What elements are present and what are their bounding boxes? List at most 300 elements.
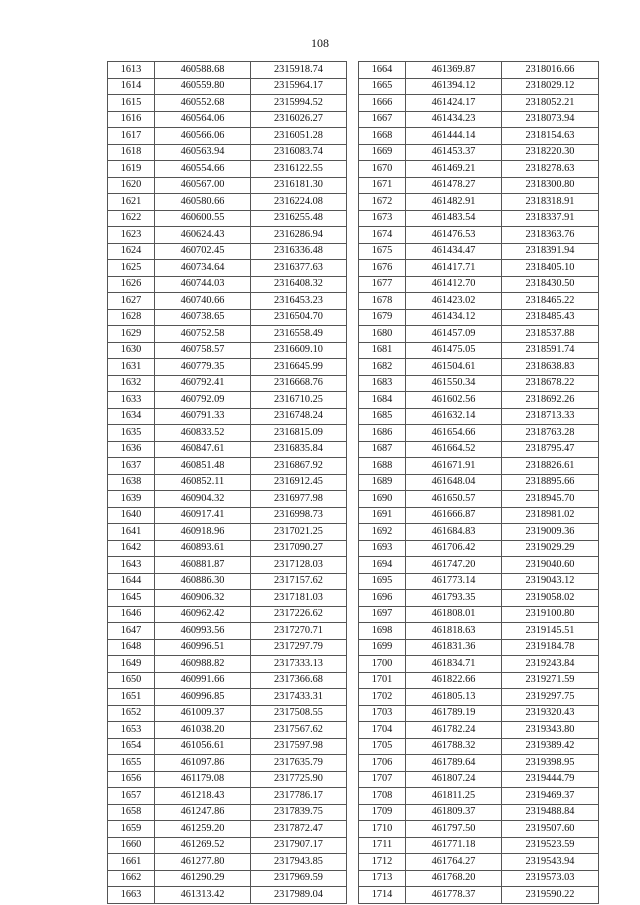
x-coordinate-cell: 461805.13 bbox=[406, 689, 502, 706]
y-coordinate-cell: 2316083.74 bbox=[251, 144, 347, 161]
table-row bbox=[359, 887, 599, 904]
x-coordinate-cell: 461476.53 bbox=[406, 227, 502, 244]
table-row bbox=[359, 227, 599, 244]
point-number-cell: 1636 bbox=[108, 441, 155, 458]
point-number-cell: 1643 bbox=[108, 557, 155, 574]
point-number-cell: 1652 bbox=[108, 705, 155, 722]
point-number-cell: 1689 bbox=[359, 474, 406, 491]
x-coordinate-cell: 461654.66 bbox=[406, 425, 502, 442]
point-number-cell: 1647 bbox=[108, 623, 155, 640]
x-coordinate-cell: 461666.87 bbox=[406, 507, 502, 524]
x-coordinate-cell: 460833.52 bbox=[155, 425, 251, 442]
point-number-cell: 1660 bbox=[108, 837, 155, 854]
point-number-cell: 1663 bbox=[108, 887, 155, 904]
y-coordinate-cell: 2319320.43 bbox=[502, 705, 599, 722]
y-coordinate-cell: 2318391.94 bbox=[502, 243, 599, 260]
point-number-cell: 1669 bbox=[359, 144, 406, 161]
y-coordinate-cell: 2317969.59 bbox=[251, 870, 347, 887]
x-coordinate-cell: 461009.37 bbox=[155, 705, 251, 722]
point-number-cell: 1688 bbox=[359, 458, 406, 475]
y-coordinate-cell: 2318591.74 bbox=[502, 342, 599, 359]
table-row bbox=[108, 128, 347, 145]
y-coordinate-cell: 2318537.88 bbox=[502, 326, 599, 343]
table-row bbox=[108, 557, 347, 574]
x-coordinate-cell: 461747.20 bbox=[406, 557, 502, 574]
x-coordinate-cell: 461706.42 bbox=[406, 540, 502, 557]
y-coordinate-cell: 2316224.08 bbox=[251, 194, 347, 211]
x-coordinate-cell: 461811.25 bbox=[406, 788, 502, 805]
table-row bbox=[359, 590, 599, 607]
table-row bbox=[108, 854, 347, 871]
point-number-cell: 1686 bbox=[359, 425, 406, 442]
y-coordinate-cell: 2318318.91 bbox=[502, 194, 599, 211]
point-number-cell: 1675 bbox=[359, 243, 406, 260]
x-coordinate-cell: 461423.02 bbox=[406, 293, 502, 310]
point-number-cell: 1621 bbox=[108, 194, 155, 211]
table-row bbox=[108, 821, 347, 838]
x-coordinate-cell: 460624.43 bbox=[155, 227, 251, 244]
x-coordinate-cell: 460702.45 bbox=[155, 243, 251, 260]
table-row bbox=[108, 62, 347, 79]
y-coordinate-cell: 2316377.63 bbox=[251, 260, 347, 277]
y-coordinate-cell: 2317433.31 bbox=[251, 689, 347, 706]
table-row bbox=[108, 474, 347, 491]
table-row bbox=[108, 689, 347, 706]
x-coordinate-cell: 461809.37 bbox=[406, 804, 502, 821]
point-number-cell: 1631 bbox=[108, 359, 155, 376]
point-number-cell: 1613 bbox=[108, 62, 155, 79]
y-coordinate-cell: 2318430.50 bbox=[502, 276, 599, 293]
y-coordinate-cell: 2318945.70 bbox=[502, 491, 599, 508]
table-row bbox=[108, 491, 347, 508]
table-row bbox=[359, 144, 599, 161]
x-coordinate-cell: 460779.35 bbox=[155, 359, 251, 376]
point-number-cell: 1672 bbox=[359, 194, 406, 211]
y-coordinate-cell: 2318692.26 bbox=[502, 392, 599, 409]
y-coordinate-cell: 2316122.55 bbox=[251, 161, 347, 178]
x-coordinate-cell: 461818.63 bbox=[406, 623, 502, 640]
y-coordinate-cell: 2317725.90 bbox=[251, 771, 347, 788]
table-row bbox=[359, 606, 599, 623]
point-number-cell: 1635 bbox=[108, 425, 155, 442]
y-coordinate-cell: 2316748.24 bbox=[251, 408, 347, 425]
table-row bbox=[359, 441, 599, 458]
table-row bbox=[108, 590, 347, 607]
point-number-cell: 1629 bbox=[108, 326, 155, 343]
point-number-cell: 1618 bbox=[108, 144, 155, 161]
y-coordinate-cell: 2319590.22 bbox=[502, 887, 599, 904]
table-row bbox=[108, 507, 347, 524]
point-number-cell: 1654 bbox=[108, 738, 155, 755]
point-number-cell: 1694 bbox=[359, 557, 406, 574]
table-row bbox=[359, 458, 599, 475]
point-number-cell: 1705 bbox=[359, 738, 406, 755]
y-coordinate-cell: 2317297.79 bbox=[251, 639, 347, 656]
x-coordinate-cell: 460881.87 bbox=[155, 557, 251, 574]
point-number-cell: 1614 bbox=[108, 78, 155, 95]
x-coordinate-cell: 460567.00 bbox=[155, 177, 251, 194]
y-coordinate-cell: 2317567.62 bbox=[251, 722, 347, 739]
table-row bbox=[359, 276, 599, 293]
y-coordinate-cell: 2318795.47 bbox=[502, 441, 599, 458]
point-number-cell: 1615 bbox=[108, 95, 155, 112]
point-number-cell: 1638 bbox=[108, 474, 155, 491]
point-number-cell: 1703 bbox=[359, 705, 406, 722]
point-number-cell: 1624 bbox=[108, 243, 155, 260]
table-row bbox=[108, 540, 347, 557]
table-row bbox=[359, 326, 599, 343]
point-number-cell: 1697 bbox=[359, 606, 406, 623]
y-coordinate-cell: 2317597.98 bbox=[251, 738, 347, 755]
y-coordinate-cell: 2317839.75 bbox=[251, 804, 347, 821]
table-row bbox=[359, 821, 599, 838]
table-row bbox=[359, 375, 599, 392]
table-row bbox=[359, 194, 599, 211]
x-coordinate-cell: 460554.66 bbox=[155, 161, 251, 178]
x-coordinate-cell: 461457.09 bbox=[406, 326, 502, 343]
y-coordinate-cell: 2319507.60 bbox=[502, 821, 599, 838]
y-coordinate-cell: 2316026.27 bbox=[251, 111, 347, 128]
table-row bbox=[359, 722, 599, 739]
point-number-cell: 1687 bbox=[359, 441, 406, 458]
y-coordinate-cell: 2317872.47 bbox=[251, 821, 347, 838]
point-number-cell: 1645 bbox=[108, 590, 155, 607]
y-coordinate-cell: 2316998.73 bbox=[251, 507, 347, 524]
table-row bbox=[359, 656, 599, 673]
y-coordinate-cell: 2318981.02 bbox=[502, 507, 599, 524]
table-row bbox=[108, 573, 347, 590]
x-coordinate-cell: 460988.82 bbox=[155, 656, 251, 673]
x-coordinate-cell: 461764.27 bbox=[406, 854, 502, 871]
y-coordinate-cell: 2319343.80 bbox=[502, 722, 599, 739]
y-coordinate-cell: 2318278.63 bbox=[502, 161, 599, 178]
y-coordinate-cell: 2319184.78 bbox=[502, 639, 599, 656]
table-row bbox=[359, 623, 599, 640]
y-coordinate-cell: 2316286.94 bbox=[251, 227, 347, 244]
table-row bbox=[108, 293, 347, 310]
table-row bbox=[108, 210, 347, 227]
y-coordinate-cell: 2319389.42 bbox=[502, 738, 599, 755]
x-coordinate-cell: 461369.87 bbox=[406, 62, 502, 79]
point-number-cell: 1690 bbox=[359, 491, 406, 508]
x-coordinate-cell: 460791.33 bbox=[155, 408, 251, 425]
y-coordinate-cell: 2316181.30 bbox=[251, 177, 347, 194]
y-coordinate-cell: 2318405.10 bbox=[502, 260, 599, 277]
x-coordinate-cell: 460906.32 bbox=[155, 590, 251, 607]
y-coordinate-cell: 2317181.03 bbox=[251, 590, 347, 607]
y-coordinate-cell: 2318638.83 bbox=[502, 359, 599, 376]
point-number-cell: 1657 bbox=[108, 788, 155, 805]
y-coordinate-cell: 2318465.22 bbox=[502, 293, 599, 310]
point-number-cell: 1640 bbox=[108, 507, 155, 524]
point-number-cell: 1696 bbox=[359, 590, 406, 607]
table-row bbox=[108, 375, 347, 392]
x-coordinate-cell: 461097.86 bbox=[155, 755, 251, 772]
point-number-cell: 1711 bbox=[359, 837, 406, 854]
table-row bbox=[359, 788, 599, 805]
x-coordinate-cell: 461650.57 bbox=[406, 491, 502, 508]
y-coordinate-cell: 2318363.76 bbox=[502, 227, 599, 244]
table-row bbox=[359, 837, 599, 854]
y-coordinate-cell: 2319043.12 bbox=[502, 573, 599, 590]
y-coordinate-cell: 2316336.48 bbox=[251, 243, 347, 260]
point-number-cell: 1655 bbox=[108, 755, 155, 772]
table-row bbox=[359, 210, 599, 227]
x-coordinate-cell: 461434.23 bbox=[406, 111, 502, 128]
table-row bbox=[108, 639, 347, 656]
point-number-cell: 1704 bbox=[359, 722, 406, 739]
point-number-cell: 1681 bbox=[359, 342, 406, 359]
point-number-cell: 1637 bbox=[108, 458, 155, 475]
point-number-cell: 1684 bbox=[359, 392, 406, 409]
table-row bbox=[359, 672, 599, 689]
point-number-cell: 1662 bbox=[108, 870, 155, 887]
x-coordinate-cell: 461768.20 bbox=[406, 870, 502, 887]
y-coordinate-cell: 2319523.59 bbox=[502, 837, 599, 854]
point-number-cell: 1626 bbox=[108, 276, 155, 293]
x-coordinate-cell: 460904.32 bbox=[155, 491, 251, 508]
x-coordinate-cell: 460792.41 bbox=[155, 375, 251, 392]
x-coordinate-cell: 460559.80 bbox=[155, 78, 251, 95]
point-number-cell: 1710 bbox=[359, 821, 406, 838]
x-coordinate-cell: 461269.52 bbox=[155, 837, 251, 854]
table-row bbox=[108, 870, 347, 887]
point-number-cell: 1680 bbox=[359, 326, 406, 343]
x-coordinate-cell: 461788.32 bbox=[406, 738, 502, 755]
table-row bbox=[359, 491, 599, 508]
table-row bbox=[359, 243, 599, 260]
table-row bbox=[359, 804, 599, 821]
table-row bbox=[108, 524, 347, 541]
table-row bbox=[359, 293, 599, 310]
point-number-cell: 1623 bbox=[108, 227, 155, 244]
table-row bbox=[359, 524, 599, 541]
table-row bbox=[359, 854, 599, 871]
x-coordinate-cell: 460752.58 bbox=[155, 326, 251, 343]
point-number-cell: 1656 bbox=[108, 771, 155, 788]
y-coordinate-cell: 2315994.52 bbox=[251, 95, 347, 112]
table-row bbox=[108, 260, 347, 277]
coordinates-table-right bbox=[358, 61, 599, 904]
x-coordinate-cell: 461550.34 bbox=[406, 375, 502, 392]
x-coordinate-cell: 461277.80 bbox=[155, 854, 251, 871]
point-number-cell: 1700 bbox=[359, 656, 406, 673]
x-coordinate-cell: 461394.12 bbox=[406, 78, 502, 95]
point-number-cell: 1619 bbox=[108, 161, 155, 178]
y-coordinate-cell: 2317508.55 bbox=[251, 705, 347, 722]
y-coordinate-cell: 2318678.22 bbox=[502, 375, 599, 392]
x-coordinate-cell: 460918.96 bbox=[155, 524, 251, 541]
table-row bbox=[108, 144, 347, 161]
x-coordinate-cell: 461453.37 bbox=[406, 144, 502, 161]
y-coordinate-cell: 2319100.80 bbox=[502, 606, 599, 623]
point-number-cell: 1634 bbox=[108, 408, 155, 425]
x-coordinate-cell: 461797.50 bbox=[406, 821, 502, 838]
y-coordinate-cell: 2316255.48 bbox=[251, 210, 347, 227]
table-row bbox=[359, 359, 599, 376]
x-coordinate-cell: 461671.91 bbox=[406, 458, 502, 475]
x-coordinate-cell: 461434.47 bbox=[406, 243, 502, 260]
y-coordinate-cell: 2318052.21 bbox=[502, 95, 599, 112]
x-coordinate-cell: 461434.12 bbox=[406, 309, 502, 326]
x-coordinate-cell: 460886.30 bbox=[155, 573, 251, 590]
x-coordinate-cell: 461504.61 bbox=[406, 359, 502, 376]
x-coordinate-cell: 461056.61 bbox=[155, 738, 251, 755]
table-row bbox=[108, 392, 347, 409]
y-coordinate-cell: 2318337.91 bbox=[502, 210, 599, 227]
point-number-cell: 1666 bbox=[359, 95, 406, 112]
table-row bbox=[359, 111, 599, 128]
point-number-cell: 1617 bbox=[108, 128, 155, 145]
table-row bbox=[108, 458, 347, 475]
point-number-cell: 1683 bbox=[359, 375, 406, 392]
table-row bbox=[108, 359, 347, 376]
point-number-cell: 1659 bbox=[108, 821, 155, 838]
table-row bbox=[359, 738, 599, 755]
x-coordinate-cell: 460996.85 bbox=[155, 689, 251, 706]
point-number-cell: 1674 bbox=[359, 227, 406, 244]
y-coordinate-cell: 2319297.75 bbox=[502, 689, 599, 706]
x-coordinate-cell: 461789.19 bbox=[406, 705, 502, 722]
table-row bbox=[108, 771, 347, 788]
y-coordinate-cell: 2316668.76 bbox=[251, 375, 347, 392]
table-row bbox=[108, 111, 347, 128]
point-number-cell: 1648 bbox=[108, 639, 155, 656]
x-coordinate-cell: 461179.08 bbox=[155, 771, 251, 788]
point-number-cell: 1708 bbox=[359, 788, 406, 805]
x-coordinate-cell: 460996.51 bbox=[155, 639, 251, 656]
x-coordinate-cell: 460552.68 bbox=[155, 95, 251, 112]
point-number-cell: 1709 bbox=[359, 804, 406, 821]
table-row bbox=[359, 342, 599, 359]
x-coordinate-cell: 460580.66 bbox=[155, 194, 251, 211]
x-coordinate-cell: 461424.17 bbox=[406, 95, 502, 112]
point-number-cell: 1676 bbox=[359, 260, 406, 277]
point-number-cell: 1651 bbox=[108, 689, 155, 706]
x-coordinate-cell: 461664.52 bbox=[406, 441, 502, 458]
y-coordinate-cell: 2318826.61 bbox=[502, 458, 599, 475]
table-row bbox=[108, 243, 347, 260]
point-number-cell: 1642 bbox=[108, 540, 155, 557]
y-coordinate-cell: 2318220.30 bbox=[502, 144, 599, 161]
table-row bbox=[359, 573, 599, 590]
x-coordinate-cell: 460993.56 bbox=[155, 623, 251, 640]
coordinates-table-left bbox=[107, 61, 347, 904]
y-coordinate-cell: 2317090.27 bbox=[251, 540, 347, 557]
table-row bbox=[359, 392, 599, 409]
point-number-cell: 1649 bbox=[108, 656, 155, 673]
table-row bbox=[108, 408, 347, 425]
y-coordinate-cell: 2319488.84 bbox=[502, 804, 599, 821]
table-row bbox=[359, 540, 599, 557]
x-coordinate-cell: 460738.65 bbox=[155, 309, 251, 326]
y-coordinate-cell: 2319543.94 bbox=[502, 854, 599, 871]
point-number-cell: 1713 bbox=[359, 870, 406, 887]
y-coordinate-cell: 2319029.29 bbox=[502, 540, 599, 557]
table-row bbox=[108, 309, 347, 326]
x-coordinate-cell: 461247.86 bbox=[155, 804, 251, 821]
point-number-cell: 1695 bbox=[359, 573, 406, 590]
y-coordinate-cell: 2317943.85 bbox=[251, 854, 347, 871]
x-coordinate-cell: 461602.56 bbox=[406, 392, 502, 409]
point-number-cell: 1698 bbox=[359, 623, 406, 640]
y-coordinate-cell: 2316815.09 bbox=[251, 425, 347, 442]
point-number-cell: 1641 bbox=[108, 524, 155, 541]
y-coordinate-cell: 2319444.79 bbox=[502, 771, 599, 788]
y-coordinate-cell: 2315964.17 bbox=[251, 78, 347, 95]
point-number-cell: 1627 bbox=[108, 293, 155, 310]
y-coordinate-cell: 2318154.63 bbox=[502, 128, 599, 145]
table-row bbox=[359, 95, 599, 112]
point-number-cell: 1671 bbox=[359, 177, 406, 194]
y-coordinate-cell: 2316710.25 bbox=[251, 392, 347, 409]
table-row bbox=[359, 771, 599, 788]
x-coordinate-cell: 460566.06 bbox=[155, 128, 251, 145]
y-coordinate-cell: 2319398.95 bbox=[502, 755, 599, 772]
y-coordinate-cell: 2318073.94 bbox=[502, 111, 599, 128]
point-number-cell: 1691 bbox=[359, 507, 406, 524]
y-coordinate-cell: 2318029.12 bbox=[502, 78, 599, 95]
point-number-cell: 1620 bbox=[108, 177, 155, 194]
point-number-cell: 1677 bbox=[359, 276, 406, 293]
table-row bbox=[108, 722, 347, 739]
point-number-cell: 1712 bbox=[359, 854, 406, 871]
x-coordinate-cell: 461808.01 bbox=[406, 606, 502, 623]
y-coordinate-cell: 2317786.17 bbox=[251, 788, 347, 805]
point-number-cell: 1658 bbox=[108, 804, 155, 821]
table-row bbox=[359, 260, 599, 277]
x-coordinate-cell: 461648.04 bbox=[406, 474, 502, 491]
y-coordinate-cell: 2317128.03 bbox=[251, 557, 347, 574]
x-coordinate-cell: 461482.91 bbox=[406, 194, 502, 211]
table-row bbox=[108, 194, 347, 211]
table-row bbox=[108, 342, 347, 359]
point-number-cell: 1668 bbox=[359, 128, 406, 145]
table-row bbox=[359, 161, 599, 178]
point-number-cell: 1670 bbox=[359, 161, 406, 178]
y-coordinate-cell: 2316558.49 bbox=[251, 326, 347, 343]
x-coordinate-cell: 461475.05 bbox=[406, 342, 502, 359]
x-coordinate-cell: 460917.41 bbox=[155, 507, 251, 524]
table-row bbox=[108, 656, 347, 673]
y-coordinate-cell: 2317907.17 bbox=[251, 837, 347, 854]
point-number-cell: 1625 bbox=[108, 260, 155, 277]
x-coordinate-cell: 461038.20 bbox=[155, 722, 251, 739]
x-coordinate-cell: 461684.83 bbox=[406, 524, 502, 541]
point-number-cell: 1653 bbox=[108, 722, 155, 739]
x-coordinate-cell: 460792.09 bbox=[155, 392, 251, 409]
table-row bbox=[359, 408, 599, 425]
table-row bbox=[108, 705, 347, 722]
point-number-cell: 1633 bbox=[108, 392, 155, 409]
y-coordinate-cell: 2317635.79 bbox=[251, 755, 347, 772]
y-coordinate-cell: 2317270.71 bbox=[251, 623, 347, 640]
y-coordinate-cell: 2316912.45 bbox=[251, 474, 347, 491]
point-number-cell: 1701 bbox=[359, 672, 406, 689]
table-row bbox=[359, 474, 599, 491]
table-row bbox=[359, 557, 599, 574]
table-row bbox=[359, 425, 599, 442]
x-coordinate-cell: 460600.55 bbox=[155, 210, 251, 227]
x-coordinate-cell: 461793.35 bbox=[406, 590, 502, 607]
x-coordinate-cell: 460588.68 bbox=[155, 62, 251, 79]
point-number-cell: 1667 bbox=[359, 111, 406, 128]
y-coordinate-cell: 2318485.43 bbox=[502, 309, 599, 326]
table-row bbox=[108, 177, 347, 194]
table-row bbox=[359, 507, 599, 524]
x-coordinate-cell: 460893.61 bbox=[155, 540, 251, 557]
table-row bbox=[108, 276, 347, 293]
